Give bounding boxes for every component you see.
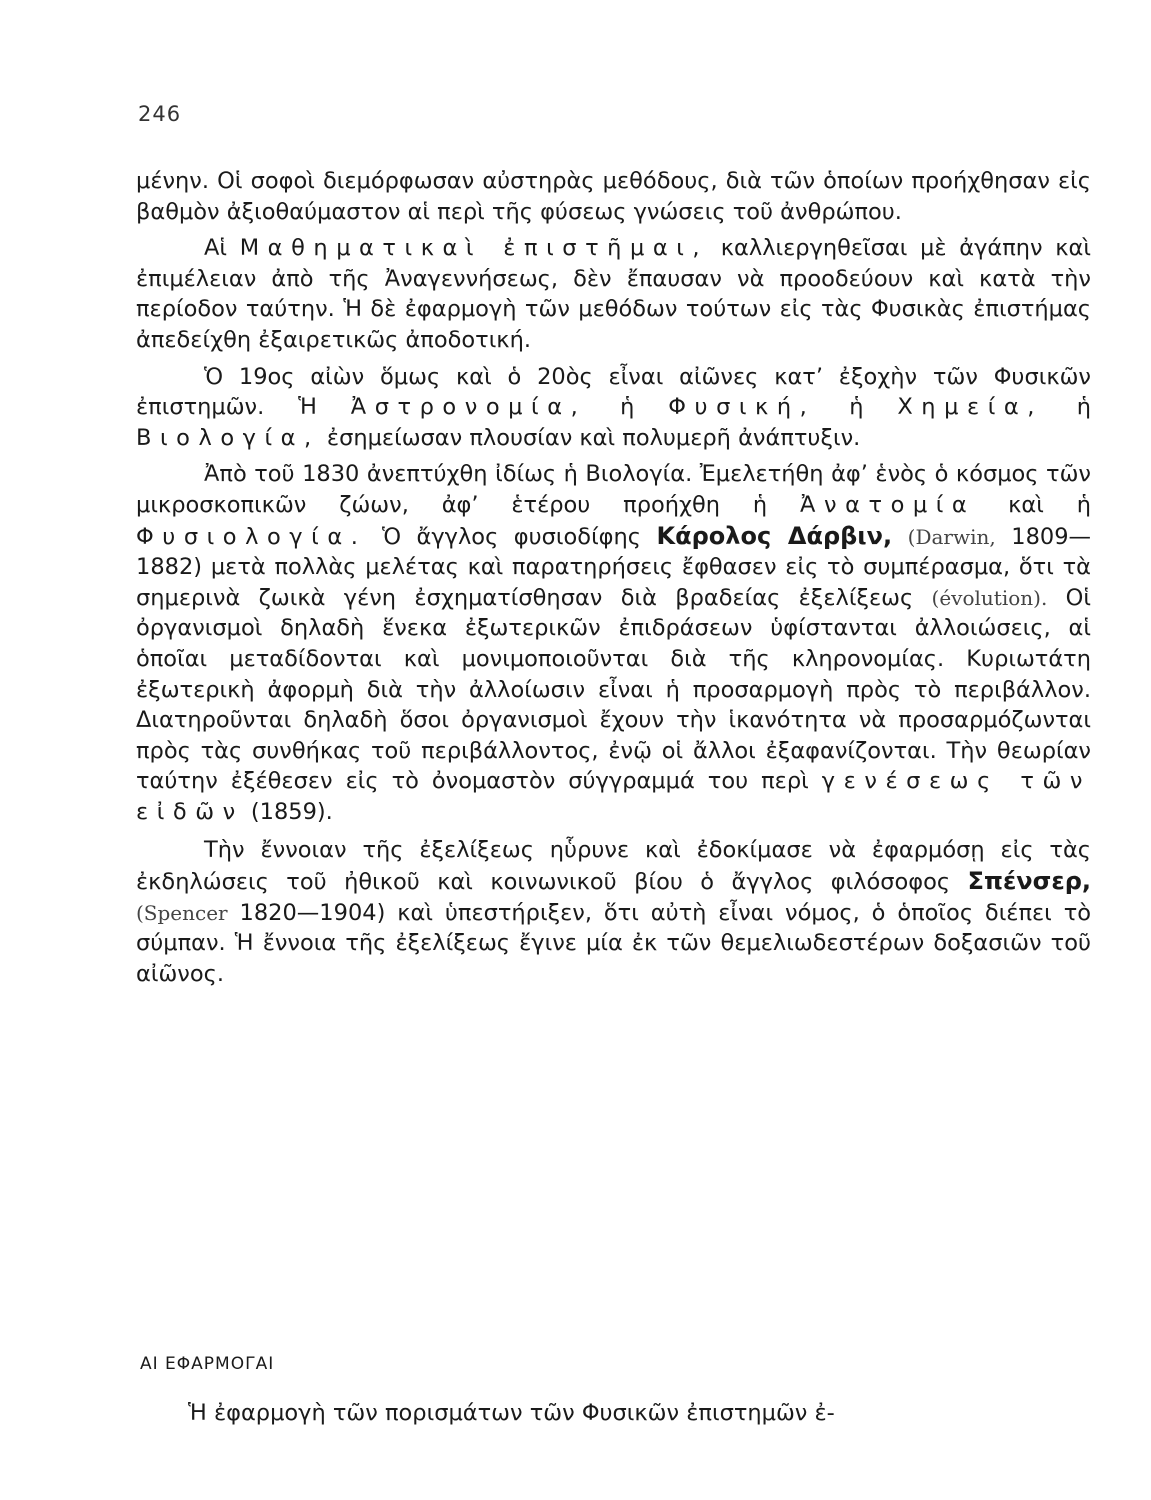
paragraph-3-article-1: ἡ bbox=[620, 394, 635, 421]
paragraph-4 bbox=[136, 459, 1091, 827]
paragraph-5 bbox=[136, 835, 1091, 989]
latin-spencer: (Spencer bbox=[136, 900, 228, 925]
section-first-line: Ἡ ἐφαρμογὴ τῶν πορισμάτων τῶν Φυσικῶν ἐπιστημῶν ἐ- bbox=[188, 1400, 835, 1426]
paragraph-4-rest: Οἱ ὀργανισμοὶ δηλαδὴ ἕνεκα ἐξωτερικῶν ἐπιδράσεων ὑφίστανται ἀλλοιώσεις, αἱ ὁποῖαι μεταδίδονται καὶ μονιμοποιοῦνται διὰ τῆς κληρονομίας. Κυριωτάτη ἐξωτερικὴ ἀφορμὴ διὰ τὴν ἀλλοίωσιν εἶναι ἡ προσαρμογὴ πρὸς τὸ περιβάλλον. Διατηροῦνται δηλαδὴ ὅσοι ὀργανισμοὶ ἔχουν τὴν ἱκανότητα νὰ προσαρμόζωνται πρὸς τὰς συνθήκας τοῦ περιβάλλοντος, ἐνῷ οἱ ἄλλοι ἐξαφανίζονται. Τὴν θεωρίαν ταύτην ἐξέθεσεν εἰς τὸ ὀνομαστὸν σύγγραμμά του περὶ bbox=[136, 584, 1091, 795]
latin-evolution: (évolution). bbox=[931, 585, 1048, 610]
term-biology: Βιολογία, bbox=[136, 424, 320, 451]
name-darwin: Κάρολος Δάρβιν, bbox=[656, 521, 893, 550]
term-physics: Φυσική, bbox=[668, 394, 816, 421]
paragraph-4-lead: Ἀπὸ τοῦ 1830 ἀνεπτύχθη ἰδίως ἡ Βιολογία. Ἐμελετήθη ἀφ’ ἑνὸς ὁ κόσμος τῶν μικροσκοπικῶν ζώων, ἀφ’ ἑτέρου προήχθη ἡ bbox=[136, 461, 1091, 518]
paragraph-4-middle: μετὰ πολλὰς μελέτας καὶ παρατηρήσεις ἔφθασεν εἰς τὸ συμπέρασμα, ὅτι τὰ σημερινὰ ζωικὰ γένη ἐσχηματίσθησαν διὰ βραδείας ἐξελίξεως bbox=[136, 554, 1091, 611]
paragraph-4-conj: καὶ ἡ bbox=[1008, 491, 1091, 518]
paragraph-4-intro-darwin: Ὁ ἄγγλος φυσιοδίφης bbox=[381, 523, 641, 550]
paragraph-3 bbox=[136, 362, 1091, 454]
paragraph-3-rest: ἐσημείωσαν πλουσίαν καὶ πολυμερῆ ἀνάπτυξιν. bbox=[326, 424, 861, 451]
paragraph-3-lead: Ὁ 19ος αἰὼν ὅμως καὶ ὁ 20ὸς εἶναι αἰῶνες κατ’ ἐξοχὴν τῶν Φυσικῶν ἐπιστημῶν. Ἡ bbox=[136, 363, 1091, 421]
paragraph-2-spaced-term: Μαθηματικαὶ ἐπιστῆμαι, bbox=[239, 235, 709, 262]
section-heading: ΑΙ ΕΦΑΡΜΟΓΑΙ bbox=[140, 1354, 275, 1374]
paragraph-2-lead: Αἱ bbox=[204, 235, 228, 262]
paragraph-2-rest: καλλιεργηθεῖσαι μὲ ἀγάπην καὶ ἐπιμέλειαν ἀπὸ τῆς Ἀναγεννήσεως, δὲν ἔπαυσαν νὰ προοδεύουν καὶ κατὰ τὴν περίοδον ταύτην. Ἡ δὲ ἐφαρμογὴ τῶν μεθόδων τούτων εἰς τὰς Φυσικὰς ἐπιστήμας ἀπεδείχθη ἐξαιρετικῶς ἀποδοτική. bbox=[136, 235, 1092, 353]
paragraph-4-year: (1859). bbox=[250, 798, 333, 825]
term-chemistry: Χημεία, bbox=[897, 394, 1043, 421]
paragraph-3-article-3: ἡ bbox=[1076, 394, 1092, 421]
latin-darwin: (Darwin, bbox=[907, 524, 996, 549]
term-anatomy: Ἀνατομία bbox=[800, 491, 976, 518]
name-spencer: Σπένσερ, bbox=[967, 867, 1091, 896]
paragraph-5-rest: καὶ ὑπεστήριξεν, ὅτι αὐτὴ εἶναι νόμος, ὁ ὁποῖος διέπει τὸ σύμπαν. Ἡ ἔννοια τῆς ἐξελίξεως ἔγινε μία ἐκ τῶν θεμελιωδεστέρων δοξασιῶν τοῦ αἰῶνος. bbox=[136, 899, 1092, 987]
term-physiology: Φυσιολογία. bbox=[136, 523, 367, 550]
term-astronomy: Ἀστρονομία, bbox=[350, 394, 587, 421]
page-number: 246 bbox=[138, 102, 182, 126]
paragraph-3-article-2: ἡ bbox=[849, 394, 864, 421]
paragraph-2 bbox=[136, 233, 1091, 355]
paragraph-5-lead: Τὴν ἔννοιαν τῆς ἐξελίξεως ηὗρυνε καὶ ἐδοκίμασε νὰ ἐφαρμόσῃ εἰς τὰς ἐκδηλώσεις τοῦ ἠθικοῦ καὶ κοινωνικοῦ βίου ὁ ἄγγλος φιλόσοφος bbox=[136, 837, 1091, 896]
term-origin-of-species: γενέσεως τῶν εἰδῶν bbox=[136, 768, 1091, 825]
years-spencer: 1820—1904) bbox=[239, 899, 386, 926]
paragraph-1: μένην. Οἱ σοφοὶ διεμόρφωσαν αὐστηρὰς μεθόδους, διὰ τῶν ὁποίων προήχθησαν εἰς βαθμὸν ἀξιοθαύμαστον αἱ περὶ τῆς φύσεως γνώσεις τοῦ ἀνθρώπου. bbox=[136, 168, 1091, 225]
body-text bbox=[136, 166, 1091, 989]
years-darwin: 1809—1882) bbox=[136, 523, 1092, 581]
